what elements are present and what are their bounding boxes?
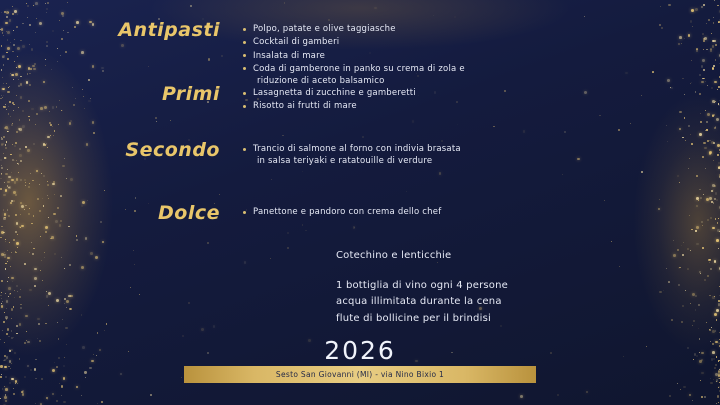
list-item-text: Risotto ai frutti di mare xyxy=(253,101,357,112)
course-secondo xyxy=(50,140,572,169)
course-items-antipasti xyxy=(242,20,572,89)
course-antipasti xyxy=(50,20,572,89)
extras-section xyxy=(336,248,508,327)
bullet-icon xyxy=(243,28,246,31)
list-item-text: Panettone e pandoro con crema dello chef xyxy=(253,207,442,217)
extras-line-acqua: acqua illimitata durante la cena xyxy=(336,296,502,307)
list-item xyxy=(242,50,572,62)
extras-line-vino: 1 bottiglia di vino ogni 4 persone xyxy=(336,279,509,291)
course-items-dolce xyxy=(242,203,572,224)
list-item xyxy=(242,143,572,168)
spacer xyxy=(336,265,508,278)
list-item-text: Insalata di mare xyxy=(253,50,326,61)
address-bar xyxy=(184,366,536,383)
bullet-icon xyxy=(243,41,246,44)
bullet-icon xyxy=(243,67,246,70)
course-title-antipasti: Antipasti xyxy=(118,19,220,41)
extras-line-cotechino: Cotechino e lenticchie xyxy=(336,250,452,261)
list-item-text: Coda di gamberone in panko su crema di zola e xyxy=(253,63,465,74)
bullet-icon xyxy=(243,92,246,95)
course-title-primi: Primi xyxy=(161,83,220,105)
year-heading: 2026 xyxy=(324,336,396,365)
list-item-text-continuation: in salsa teriyaki e ratatouille di verdure xyxy=(257,156,433,167)
course-dolce xyxy=(50,203,572,224)
list-item xyxy=(242,206,572,218)
bullet-icon xyxy=(243,105,246,108)
course-title-dolce: Dolce xyxy=(158,202,220,224)
list-item-text: Cocktail di gamberi xyxy=(253,37,340,48)
course-items-primi xyxy=(242,84,572,114)
list-item xyxy=(242,23,572,35)
bullet-icon xyxy=(243,54,246,57)
list-item-text: Trancio di salmone al forno con indivia brasata xyxy=(253,144,461,154)
list-item-text: Polpo, patate e olive taggiasche xyxy=(253,24,396,34)
course-items-secondo xyxy=(242,140,572,169)
bullet-icon xyxy=(243,211,246,214)
course-primi xyxy=(50,84,572,114)
list-item xyxy=(242,36,572,48)
list-item xyxy=(242,100,572,112)
list-item-text: Lasagnetta di zucchine e gamberetti xyxy=(253,88,416,98)
bullet-icon xyxy=(243,148,246,151)
address-text: Sesto San Giovanni (MI) - via Nino Bixio 1 xyxy=(275,370,445,379)
course-title-secondo: Secondo xyxy=(125,139,220,161)
extras-line-flute: flute di bollicine per il brindisi xyxy=(336,312,491,324)
list-item xyxy=(242,87,572,99)
list-item-text-continuation: riduzione di aceto balsamico xyxy=(257,76,385,87)
